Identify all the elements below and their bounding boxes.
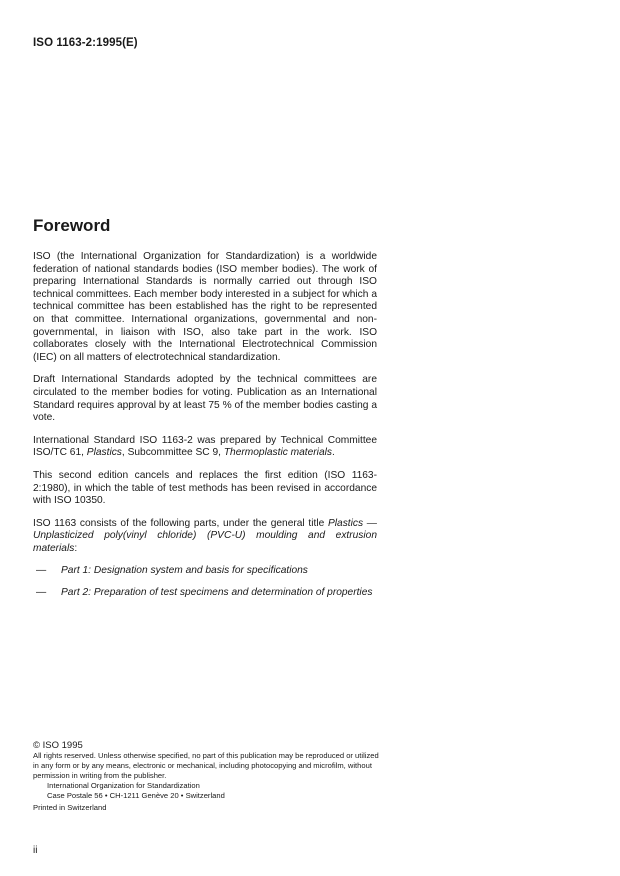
page-title: Foreword [33,216,111,235]
paragraph-parts-intro [33,518,377,556]
copyright-notice: © ISO 1995 [33,740,83,751]
foreword-body [33,251,377,609]
document-code-header: ISO 1163-2:1995(E) [33,37,138,49]
part-2-title: Part 2: Preparation of test specimens and determination of properties [61,587,373,599]
colon-text: : [74,542,78,554]
general-title-italic: Plastics — Unplasticized poly(vinyl chloride) (PVC-U) moulding and extrusion materials [33,517,377,554]
dash-bullet: — [36,587,47,599]
prepared-by-text: International Standard ISO 1163-2 was prepared by Technical Committee ISO/TC 61, [33,434,377,459]
parts-intro-text: ISO 1163 consists of the following parts, under the general title [33,517,328,529]
part-1-title: Part 1: Designation system and basis for specifications [61,565,308,577]
period-text: . [331,447,335,459]
page-number: ii [33,845,38,856]
list-item [33,587,377,600]
organization-name: International Organization for Standardization [47,781,200,790]
rights-statement: All rights reserved. Unless otherwise specified, no part of this publication may be reproduced or utilized in any form or by any means, electronic or mechanical, including photocopying and microfilm, without permission in writing from the publisher. [33,751,379,780]
paragraph-second-edition: This second edition cancels and replaces the first edition (ISO 1163-2:1980), in which the table of test methods has been revised in accordance with ISO 10350. [33,469,377,507]
subcommittee-text: , Subcommittee SC 9, [121,447,224,459]
list-item [33,565,377,578]
paragraph-prepared-by [33,435,377,460]
printed-in: Printed in Switzerland [33,803,107,812]
parts-list [33,565,377,599]
paragraph-draft-standards: Draft International Standards adopted by the technical committees are circulated to the member bodies for voting. Publication as an International Standard requires approval by at least 75 % of the member bodies casting a vote. [33,374,377,424]
plastics-italic: Plastics [86,447,122,459]
dash-bullet: — [36,565,47,577]
thermoplastic-italic: Thermoplastic materials [223,447,332,459]
organization-address: Case Postale 56 • CH-1211 Genève 20 • Switzerland [47,791,225,800]
copyright-footer [33,741,379,813]
paragraph-iso-description: ISO (the International Organization for Standardization) is a worldwide federation of national standards bodies (ISO member bodies). The work of preparing International Standards is normally carried out through ISO technical committees. Each member body interested in a subject for which a technical committee has been established has the right to be represented on that committee. International organizations, governmental and non-governmental, in liaison with ISO, also take part in the work. ISO collaborates closely with the International Electrotechnical Commission (IEC) on all matters of electrotechnical standardization. [33,251,377,363]
